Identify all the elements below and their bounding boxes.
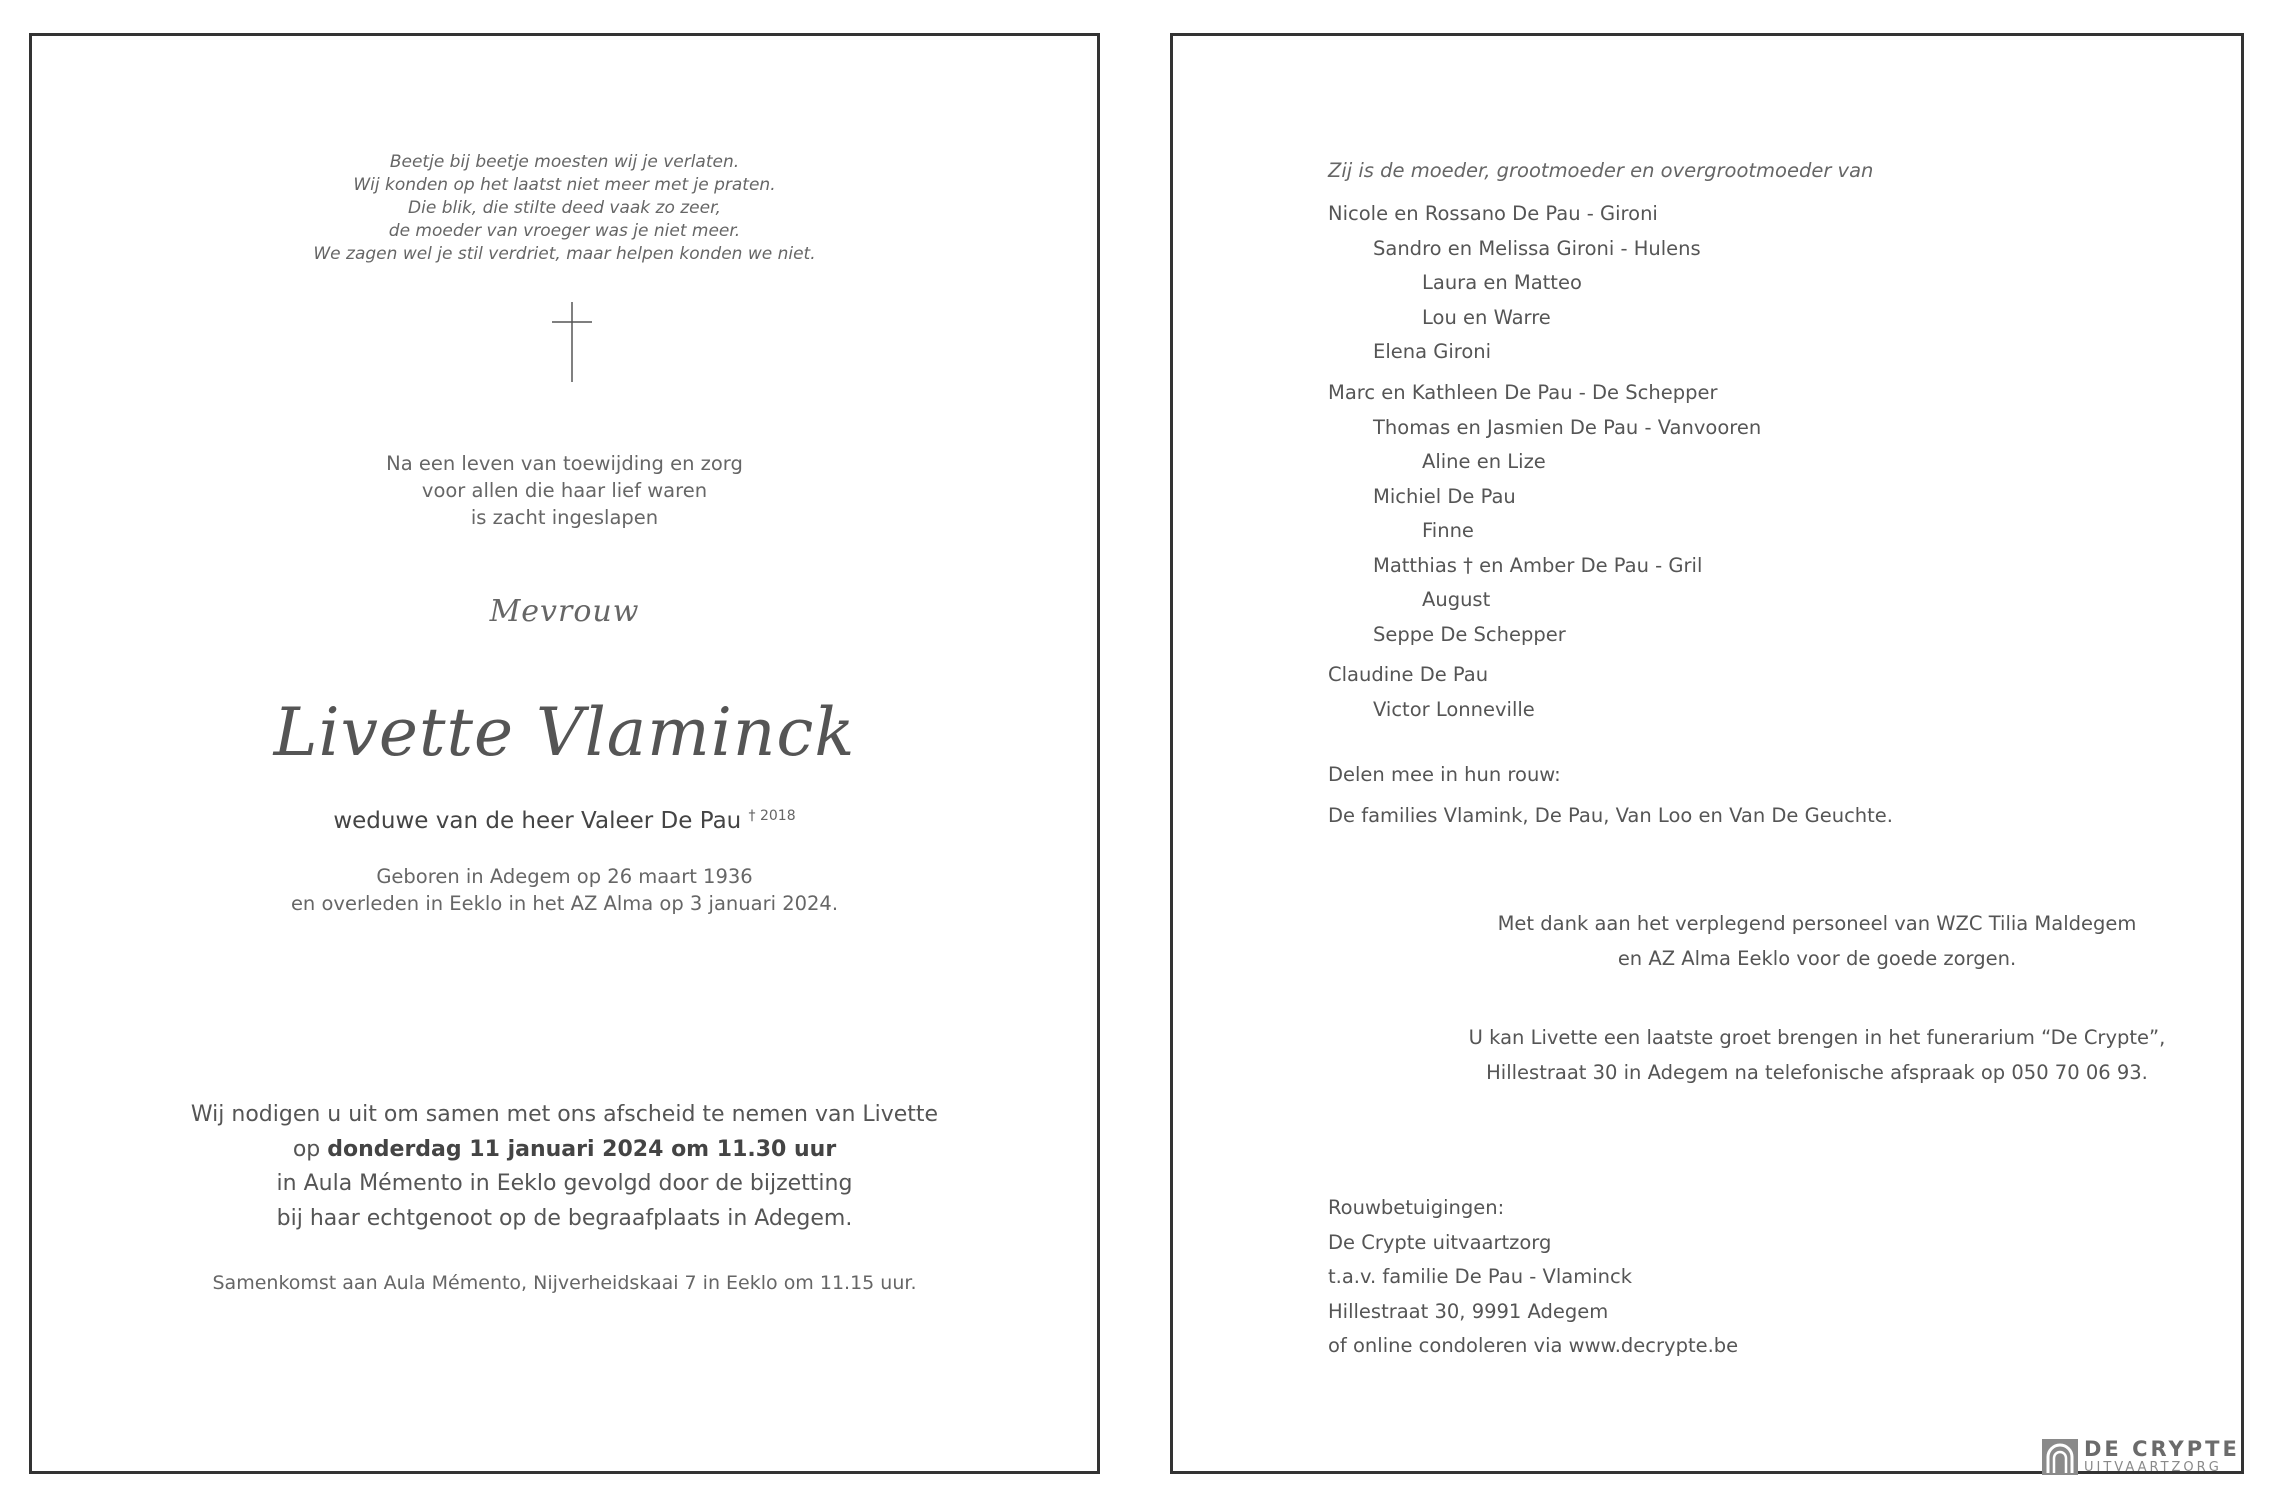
invitation bbox=[32, 1098, 1097, 1236]
visit-line: U kan Livette een laatste groet brengen in het funerarium “De Crypte”, bbox=[1468, 1026, 2166, 1049]
family-member: Elena Gironi bbox=[1373, 340, 1492, 363]
share-families: De families Vlamink, De Pau, Van Loo en Van De Geuchte. bbox=[1328, 804, 1893, 827]
family-member: Lou en Warre bbox=[1422, 306, 1551, 329]
condolences-line: t.a.v. familie De Pau - Vlaminck bbox=[1328, 1265, 1633, 1288]
invite-line: in Aula Mémento in Eeklo gevolgd door de bijzetting bbox=[276, 1171, 853, 1196]
family-member: Nicole en Rossano De Pau - Gironi bbox=[1328, 202, 1658, 225]
widow-line bbox=[32, 808, 1097, 834]
cross-icon bbox=[550, 302, 594, 382]
intro-line: voor allen die haar lief waren bbox=[421, 479, 708, 502]
share-label: Delen mee in hun rouw: bbox=[1328, 763, 1561, 786]
family-member: August bbox=[1422, 588, 1491, 611]
poem-line: Wij konden op het laatst niet meer met je praten. bbox=[353, 175, 776, 195]
invite-op: op bbox=[292, 1136, 321, 1162]
poem-line: We zagen wel je stil verdriet, maar helpen konden we niet. bbox=[313, 244, 816, 264]
crypte-arch-icon bbox=[2042, 1439, 2078, 1475]
condolences-line: De Crypte uitvaartzorg bbox=[1328, 1230, 1552, 1254]
invite-date-line bbox=[32, 1133, 1097, 1168]
left-page bbox=[29, 33, 1100, 1474]
invite-line: bij haar echtgenoot op de begraafplaats in Adegem. bbox=[276, 1205, 853, 1231]
thanks-line: Met dank aan het verplegend personeel van WZC Tilia Maldegem bbox=[1497, 912, 2137, 935]
invite-date: donderdag 11 januari 2024 om 11.30 uur bbox=[327, 1136, 837, 1162]
birth-line: Geboren in Adegem op 26 maart 1936 bbox=[376, 865, 753, 888]
family-member: Marc en Kathleen De Pau - De Schepper bbox=[1328, 381, 1718, 404]
family-member: Sandro en Melissa Gironi - Hulens bbox=[1373, 237, 1701, 260]
poem-line: de moeder van vroeger was je niet meer. bbox=[388, 221, 741, 241]
family-member: Finne bbox=[1422, 519, 1474, 542]
invite-line: Wij nodigen u uit om samen met ons afscheid te nemen van Livette bbox=[190, 1102, 939, 1127]
family-member: Matthias † en Amber De Pau - Gril bbox=[1373, 554, 1703, 577]
poem bbox=[32, 151, 1097, 266]
condolences-line: Hillestraat 30, 9991 Adegem bbox=[1328, 1299, 1609, 1323]
family-member: Laura en Matteo bbox=[1422, 271, 1582, 294]
salutation: Mevrouw bbox=[489, 594, 640, 629]
deceased-name: Livette Vlaminck bbox=[273, 694, 856, 771]
visit-text bbox=[1173, 1021, 2241, 1090]
intro-text bbox=[32, 450, 1097, 531]
thanks-text bbox=[1173, 907, 2241, 976]
family-member: Seppe De Schepper bbox=[1373, 623, 1566, 646]
gathering-info: Samenkomst aan Aula Mémento, Nijverheidskaai 7 in Eeklo om 11.15 uur. bbox=[212, 1272, 917, 1294]
de-crypte-logo bbox=[2040, 1437, 2240, 1477]
condolences-link: of online condoleren via www.decrypte.be bbox=[1328, 1334, 1739, 1357]
family-member: Victor Lonneville bbox=[1373, 698, 1535, 721]
poem-line: Beetje bij beetje moesten wij je verlaten. bbox=[389, 152, 740, 172]
family-member: Michiel De Pau bbox=[1373, 485, 1516, 508]
thanks-line: en AZ Alma Eeklo voor de goede zorgen. bbox=[1617, 946, 2017, 970]
right-page bbox=[1170, 33, 2244, 1474]
family-member: Claudine De Pau bbox=[1328, 663, 1489, 686]
intro-line: is zacht ingeslapen bbox=[470, 506, 659, 529]
death-line: en overleden in Eeklo in het AZ Alma op 3 januari 2024. bbox=[290, 892, 839, 915]
widow-year: † 2018 bbox=[748, 808, 796, 824]
condolences-label: Rouwbetuigingen: bbox=[1328, 1196, 1505, 1219]
logo-title: DE CRYPTE bbox=[2084, 1437, 2240, 1461]
family-member: Aline en Lize bbox=[1422, 450, 1546, 473]
birth-death-info bbox=[32, 863, 1097, 917]
visit-line: Hillestraat 30 in Adegem na telefonische afspraak op 050 70 06 93. bbox=[1486, 1060, 2148, 1084]
intro-line: Na een leven van toewijding en zorg bbox=[386, 452, 743, 475]
poem-line: Die blik, die stilte deed vaak zo zeer, bbox=[408, 198, 721, 218]
widow-text: weduwe van de heer Valeer De Pau bbox=[333, 808, 742, 834]
condolences-block bbox=[1328, 1191, 1738, 1364]
family-lead: Zij is de moeder, grootmoeder en overgrootmoeder van bbox=[1328, 159, 1874, 182]
logo-subtitle: UITVAARTZORG bbox=[2084, 1460, 2222, 1475]
family-member: Thomas en Jasmien De Pau - Vanvooren bbox=[1373, 416, 1762, 439]
